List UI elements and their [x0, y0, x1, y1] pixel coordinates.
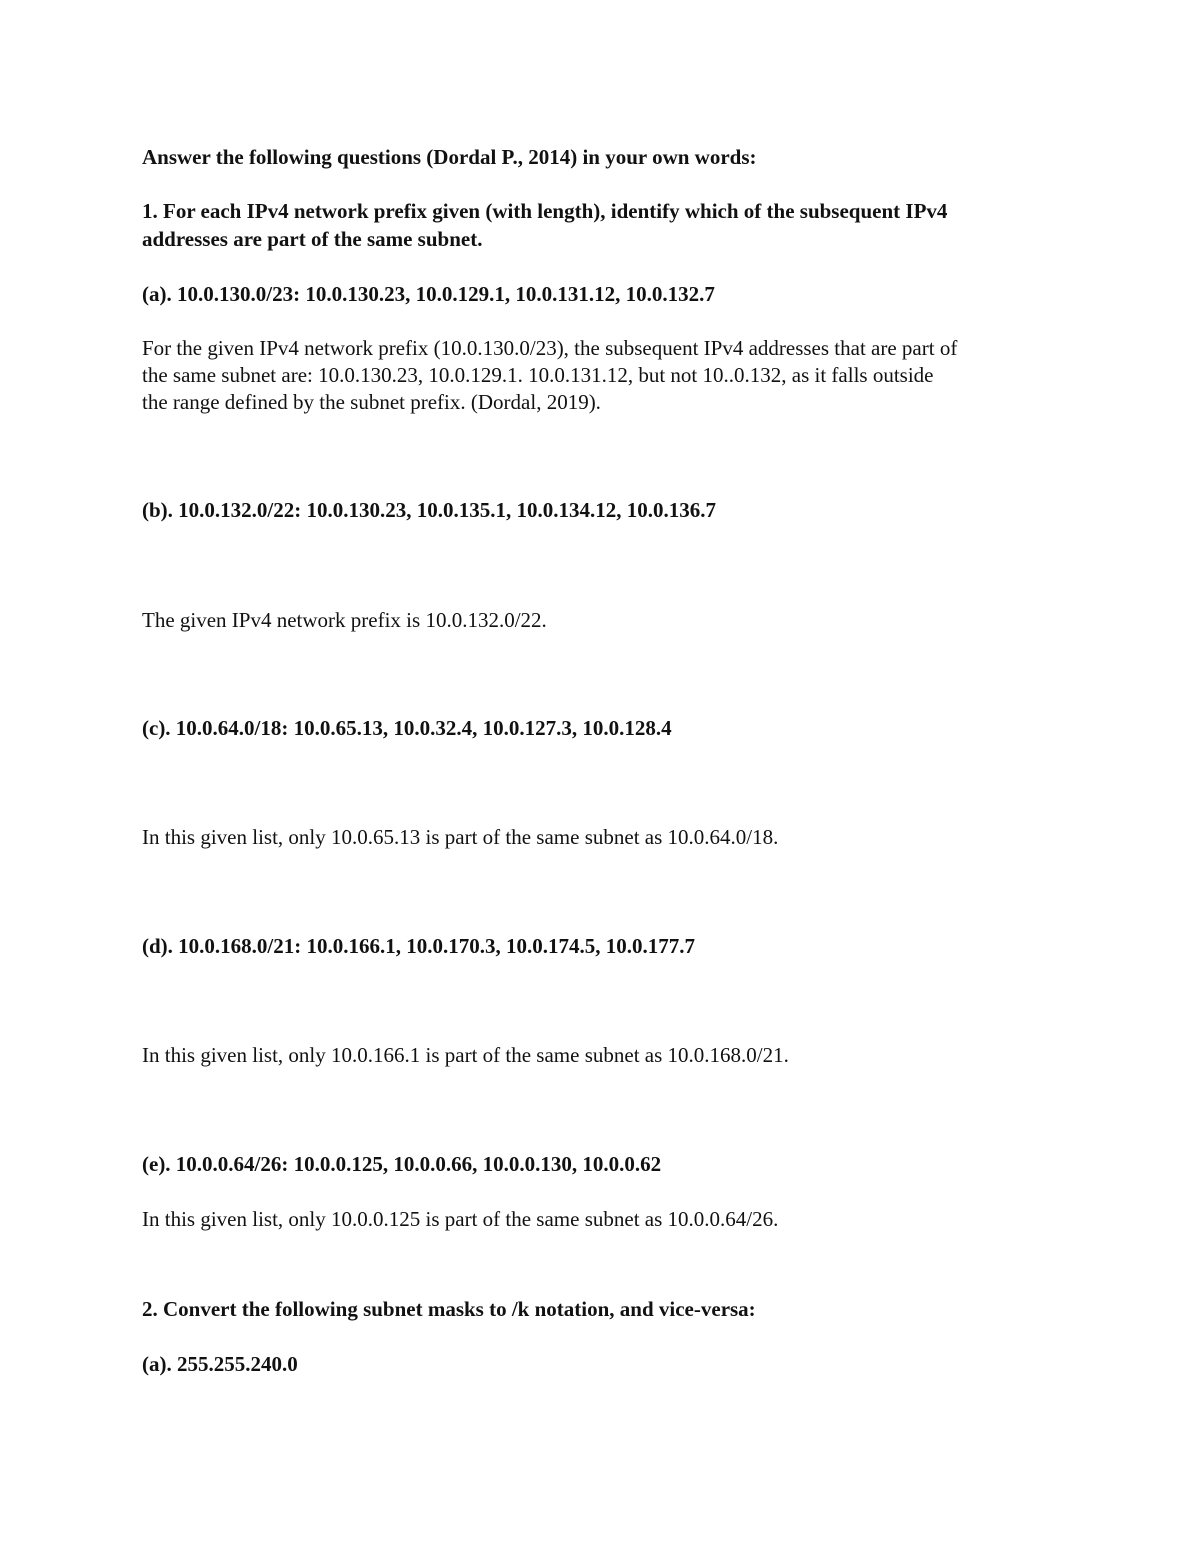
question-1e-label: (e). 10.0.0.64/26: 10.0.0.125, 10.0.0.66, 10.0.0.130, 10.0.0.62 [142, 1152, 662, 1176]
question-2a-label: (a). 255.255.240.0 [142, 1352, 298, 1376]
question-1-prompt-line-1: 1. For each IPv4 network prefix given (with length), identify which of the subsequent IPv4 [142, 199, 948, 223]
question-1c-label: (c). 10.0.64.0/18: 10.0.65.13, 10.0.32.4, 10.0.127.3, 10.0.128.4 [142, 716, 672, 740]
question-1d-answer: In this given list, only 10.0.166.1 is part of the same subnet as 10.0.168.0/21. [142, 1043, 789, 1067]
answer-line: the same subnet are: 10.0.130.23, 10.0.129.1. 10.0.131.12, but not 10..0.132, as it falls outside [142, 363, 934, 387]
intro-heading: Answer the following questions (Dordal P., 2014) in your own words: [142, 145, 757, 169]
question-2-prompt: 2. Convert the following subnet masks to /k notation, and vice-versa: [142, 1297, 756, 1321]
question-1-prompt-line-2: addresses are part of the same subnet. [142, 227, 483, 251]
answer-line: For the given IPv4 network prefix (10.0.130.0/23), the subsequent IPv4 addresses that are part of [142, 336, 958, 360]
question-1c-answer: In this given list, only 10.0.65.13 is part of the same subnet as 10.0.64.0/18. [142, 825, 779, 849]
question-1a-answer [142, 335, 1072, 416]
question-1a-label: (a). 10.0.130.0/23: 10.0.130.23, 10.0.129.1, 10.0.131.12, 10.0.132.7 [142, 282, 715, 306]
question-1e-answer: In this given list, only 10.0.0.125 is part of the same subnet as 10.0.0.64/26. [142, 1207, 779, 1231]
question-1b-answer: The given IPv4 network prefix is 10.0.132.0/22. [142, 608, 547, 632]
answer-line: the range defined by the subnet prefix. (Dordal, 2019). [142, 390, 601, 414]
question-1d-label: (d). 10.0.168.0/21: 10.0.166.1, 10.0.170.3, 10.0.174.5, 10.0.177.7 [142, 934, 695, 958]
question-1b-label: (b). 10.0.132.0/22: 10.0.130.23, 10.0.135.1, 10.0.134.12, 10.0.136.7 [142, 498, 716, 522]
